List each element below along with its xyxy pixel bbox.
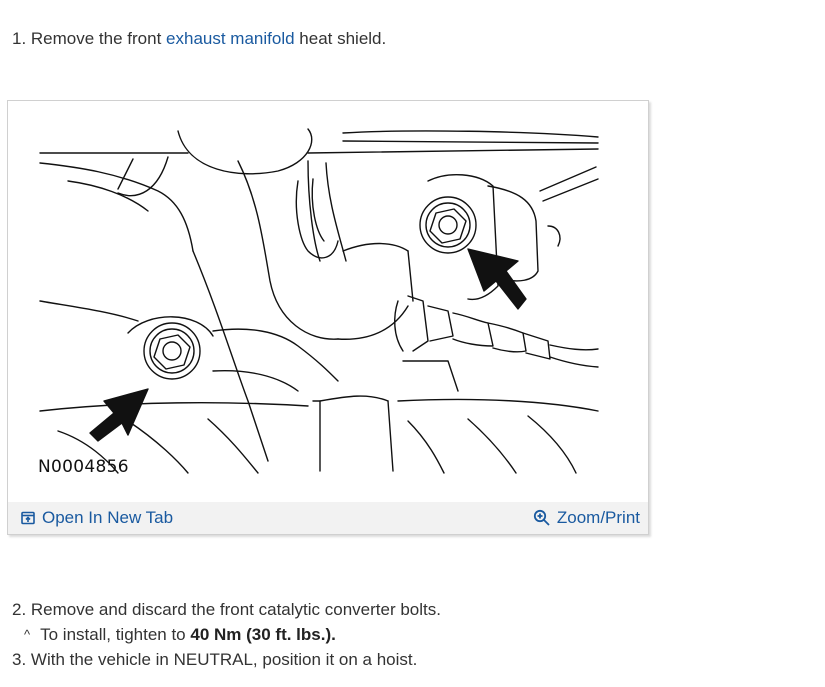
step-3: 3. With the vehicle in NEUTRAL, position it on a hoist. <box>12 650 418 669</box>
step-1 <box>12 28 386 50</box>
caret-up-icon: ^ <box>24 627 31 642</box>
open-in-new-tab-icon <box>20 510 36 526</box>
figure-toolbar <box>8 502 648 534</box>
install-note-prefix: To install, tighten to <box>40 625 186 644</box>
step-1-suffix: heat shield. <box>294 29 387 48</box>
open-in-new-tab-button[interactable] <box>20 508 173 528</box>
exhaust-manifold-link[interactable]: exhaust manifold <box>166 29 295 48</box>
zoom-icon <box>533 509 551 527</box>
step-2-install-note <box>24 624 336 646</box>
figure-container <box>7 100 649 535</box>
torque-value: 40 Nm (30 ft. lbs.). <box>190 625 336 644</box>
step-2: 2. Remove and discard the front catalytic converter bolts. <box>12 600 441 619</box>
exhaust-manifold-diagram <box>8 101 648 501</box>
open-in-new-tab-label: Open In New Tab <box>42 508 174 527</box>
zoom-print-button[interactable] <box>533 508 640 528</box>
zoom-print-label: Zoom/Print <box>556 508 640 527</box>
step-1-prefix: 1. Remove the front <box>12 29 167 48</box>
figure-id: N0004856 <box>38 457 129 477</box>
